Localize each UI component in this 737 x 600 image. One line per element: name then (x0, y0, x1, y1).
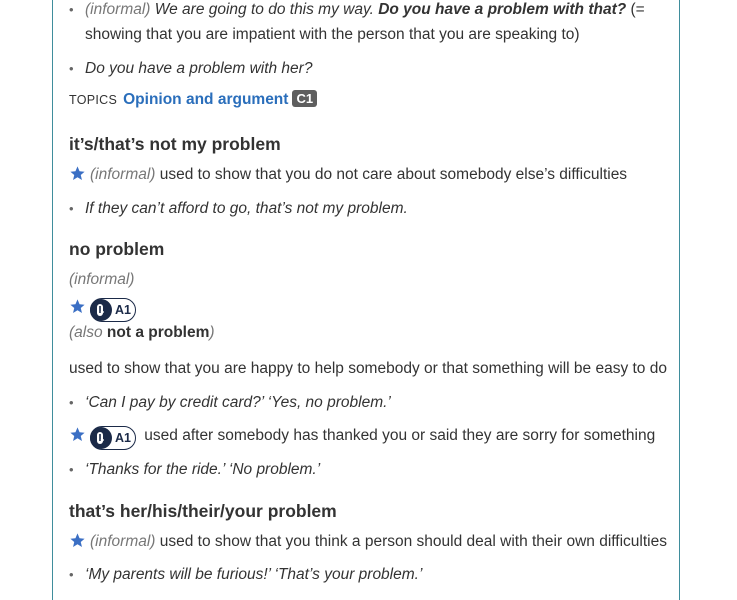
star-icon[interactable] (69, 532, 86, 549)
idiom-heading: that’s her/his/their/your problem (69, 501, 337, 521)
example-sentence: • If they can’t afford to go, that’s not my problem. (69, 196, 408, 221)
register-label: (informal) (69, 271, 135, 288)
idiom-heading: no problem (69, 239, 165, 259)
example-sentence: • Do you have a problem with her? (69, 56, 312, 81)
example-sentence: • ‘My parents will be furious!’ ‘That’s your problem.’ (69, 562, 422, 587)
oxford-3000-key-icon (90, 427, 112, 449)
oxford-3000-key-icon (90, 299, 112, 321)
oxford-3000-badge[interactable]: A1 (90, 298, 136, 322)
example-sentence: • (informal) We are going to do this my way. Do you have a problem with that? (= (69, 0, 659, 22)
idiom-heading: it’s/that’s not my problem (69, 134, 281, 154)
idiom-definition: used to show that you are happy to help somebody or that something will be easy to do (69, 360, 667, 377)
idiom-definition: (informal) used to show that you think a person should deal with their own difficulties (69, 531, 667, 553)
example-sentence: • ‘Thanks for the ride.’ ‘No problem.’ (69, 457, 320, 482)
idiom-definition: (informal) used to show that you do not care about somebody else’s difficulties (69, 164, 627, 186)
bullet: • (69, 395, 74, 410)
topics-label: TOPICS (69, 93, 118, 107)
oxford-3000-badge[interactable]: A1 (90, 426, 136, 450)
example-sentence: • ‘Can I pay by credit card?’ ‘Yes, no problem.’ (69, 390, 391, 415)
star-icon[interactable] (69, 426, 86, 443)
bullet: • (69, 61, 74, 76)
example-gloss: showing that you are impatient with the person that you are speaking to) (85, 26, 580, 43)
bullet: • (69, 462, 74, 477)
bullet: • (69, 2, 74, 17)
entry-panel (52, 0, 680, 600)
cefr-level-badge: C1 (292, 90, 317, 107)
star-icon[interactable] (69, 298, 86, 315)
topics-row (69, 90, 317, 109)
badges-row (69, 298, 140, 322)
bullet: • (69, 201, 74, 216)
bullet: • (69, 567, 74, 582)
topic-link[interactable]: Opinion and argument (123, 91, 289, 108)
star-icon[interactable] (69, 165, 86, 182)
also-variant: (also not a problem) (69, 324, 215, 341)
sense-definition: A1 used after somebody has thanked you or said they are sorry for something (69, 425, 655, 450)
